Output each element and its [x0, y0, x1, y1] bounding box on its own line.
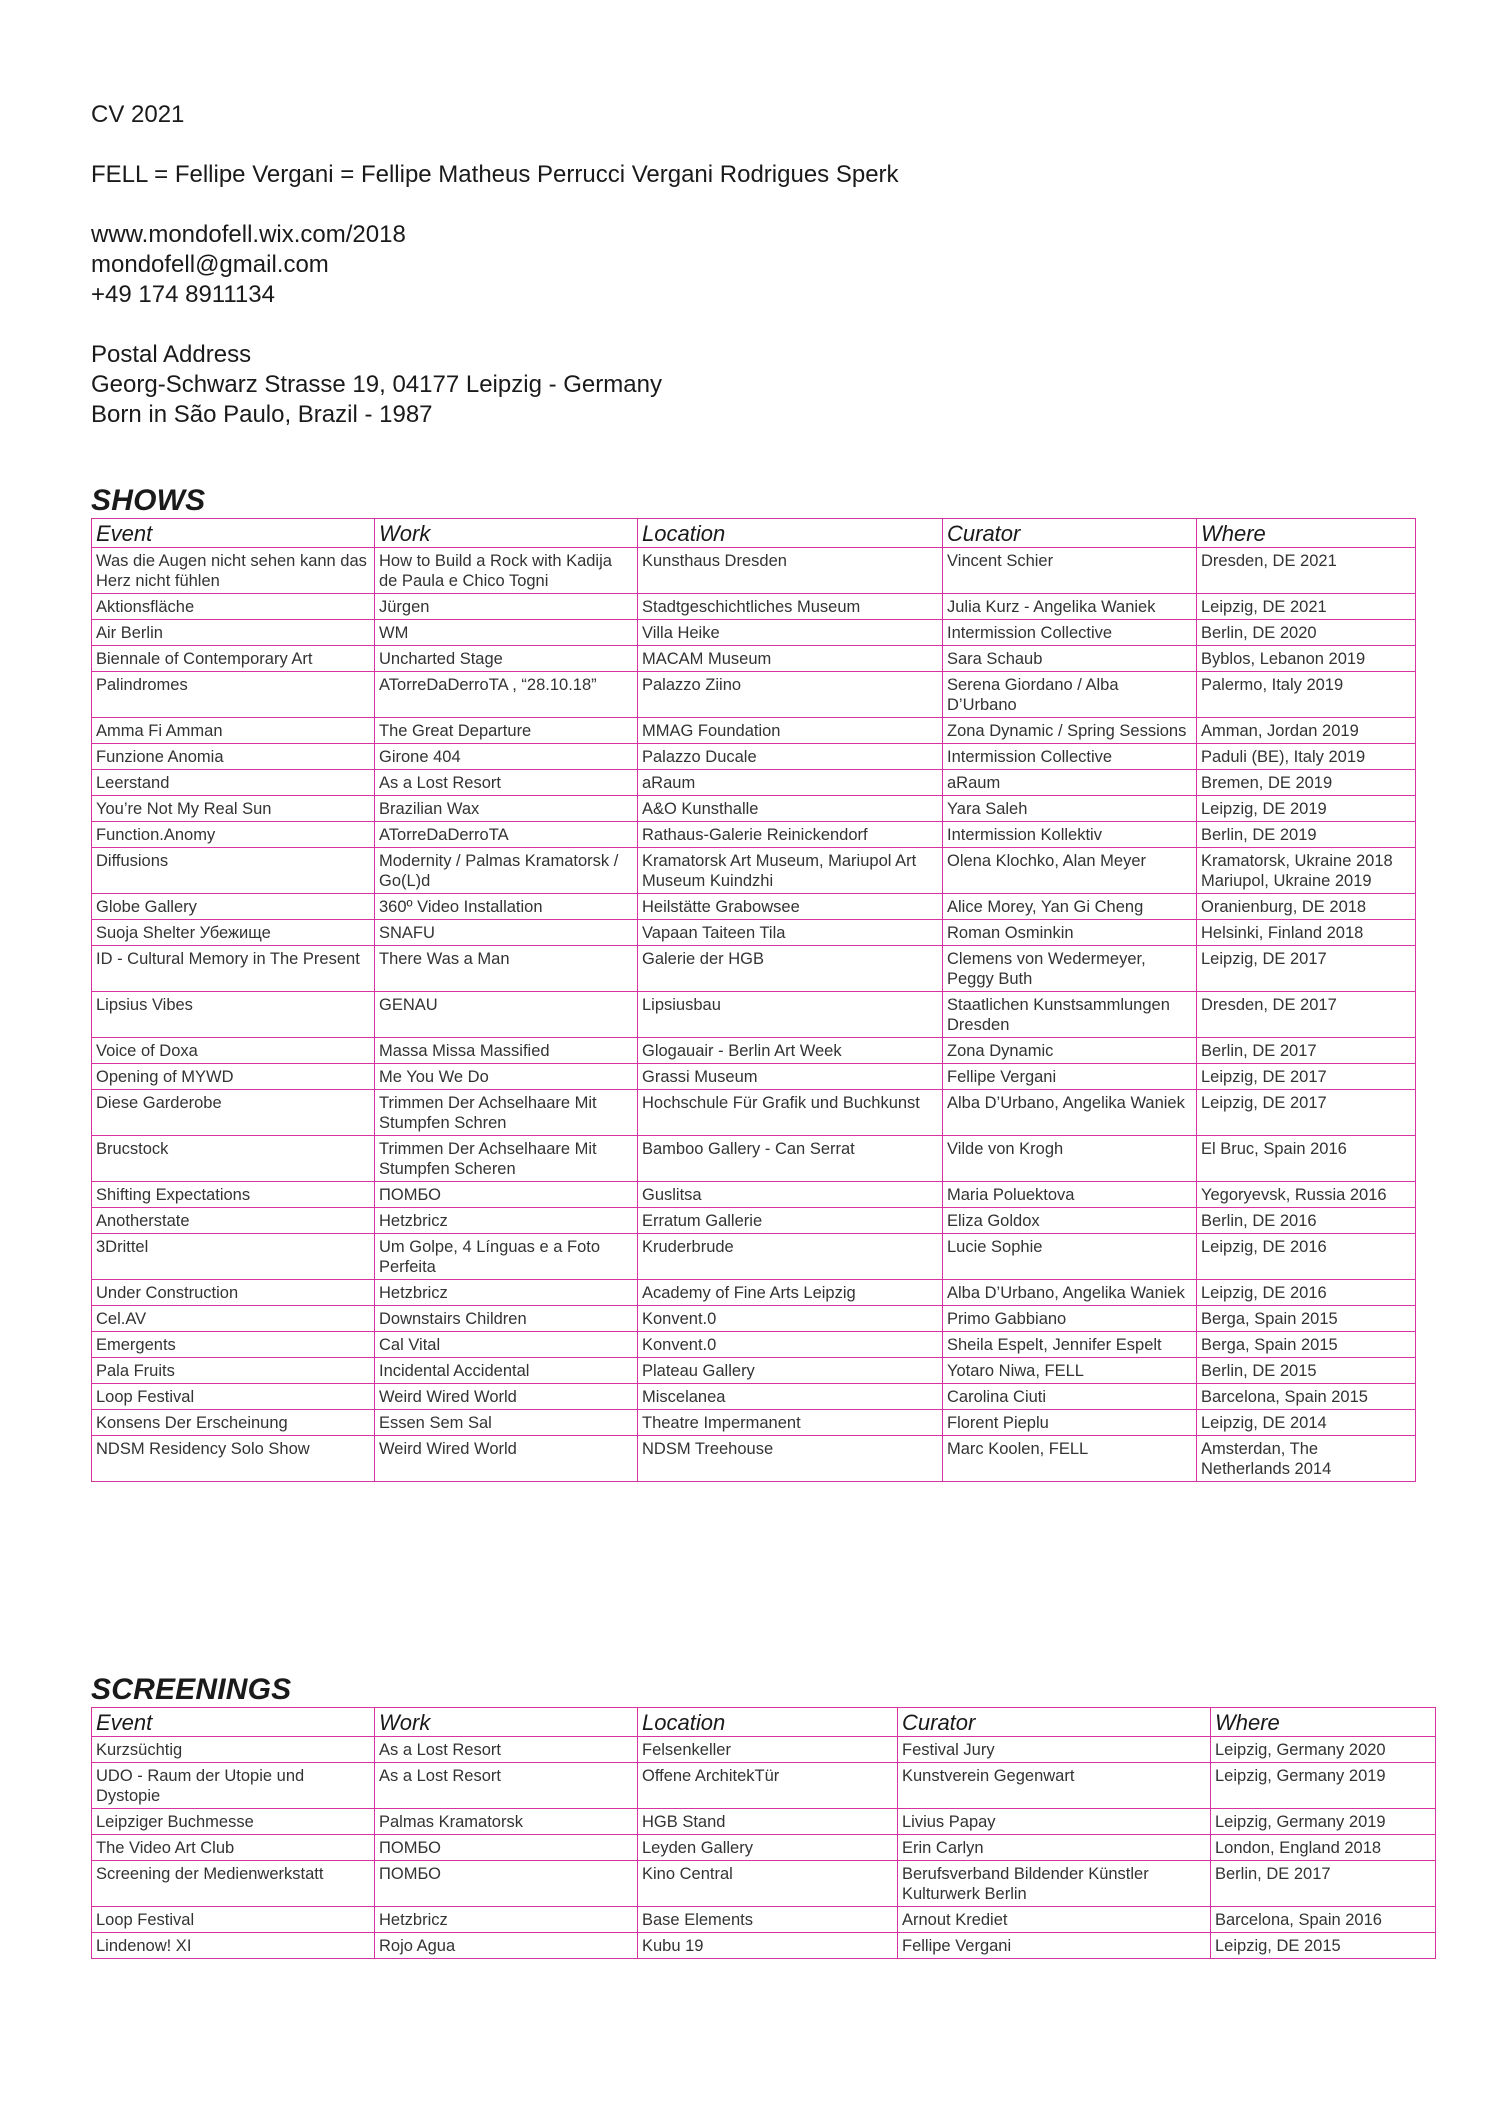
cell-curator: Intermission Collective — [943, 620, 1197, 646]
cell-where: Leipzig, DE 2017 — [1197, 946, 1416, 992]
cell-event: Suoja Shelter Убежище — [92, 920, 375, 946]
cell-curator: Intermission Collective — [943, 744, 1197, 770]
cell-event: Emergents — [92, 1332, 375, 1358]
cell-location: Villa Heike — [638, 620, 943, 646]
table-row — [92, 594, 1416, 620]
cell-event: Amma Fi Amman — [92, 718, 375, 744]
cell-where: Oranienburg, DE 2018 — [1197, 894, 1416, 920]
table-row — [92, 1182, 1416, 1208]
cell-curator: Yara Saleh — [943, 796, 1197, 822]
table-row — [92, 1861, 1436, 1907]
column-header-event: Event — [92, 519, 375, 548]
cell-work: Jürgen — [375, 594, 638, 620]
cell-curator: Carolina Ciuti — [943, 1384, 1197, 1410]
table-row — [92, 1737, 1436, 1763]
table-row — [92, 894, 1416, 920]
table-row — [92, 1234, 1416, 1280]
cell-curator: Vilde von Krogh — [943, 1136, 1197, 1182]
cell-curator: Intermission Kollektiv — [943, 822, 1197, 848]
table-row — [92, 920, 1416, 946]
postal-address: Georg-Schwarz Strasse 19, 04177 Leipzig - Germany — [91, 371, 662, 398]
cell-event: NDSM Residency Solo Show — [92, 1436, 375, 1482]
cell-location: MMAG Foundation — [638, 718, 943, 744]
cell-curator: Arnout Krediet — [898, 1907, 1211, 1933]
cell-event: Palindromes — [92, 672, 375, 718]
cell-location: Kramatorsk Art Museum, Mariupol Art Museum Kuindzhi — [638, 848, 943, 894]
cell-curator: Zona Dynamic / Spring Sessions — [943, 718, 1197, 744]
cell-event: Function.Anomy — [92, 822, 375, 848]
cell-work: There Was a Man — [375, 946, 638, 992]
cell-where: Barcelona, Spain 2015 — [1197, 1384, 1416, 1410]
cell-event: Diese Garderobe — [92, 1090, 375, 1136]
table-row — [92, 946, 1416, 992]
cell-event: Globe Gallery — [92, 894, 375, 920]
column-header-curator: Curator — [943, 519, 1197, 548]
table-row — [92, 1835, 1436, 1861]
table-row — [92, 770, 1416, 796]
cell-work: Modernity / Palmas Kramatorsk / Go(L)d — [375, 848, 638, 894]
cell-work: WM — [375, 620, 638, 646]
table-row — [92, 1136, 1416, 1182]
cell-curator: Roman Osminkin — [943, 920, 1197, 946]
cell-location: HGB Stand — [638, 1809, 898, 1835]
cell-event: Under Construction — [92, 1280, 375, 1306]
cell-location: Bamboo Gallery - Can Serrat — [638, 1136, 943, 1182]
cell-work: Massa Missa Massified — [375, 1038, 638, 1064]
cell-work: Hetzbricz — [375, 1907, 638, 1933]
cell-where: London, England 2018 — [1211, 1835, 1436, 1861]
cell-where: Dresden, DE 2021 — [1197, 548, 1416, 594]
cell-location: Rathaus-Galerie Reinickendorf — [638, 822, 943, 848]
cell-event: Cel.AV — [92, 1306, 375, 1332]
cell-event: Lindenow! XI — [92, 1933, 375, 1959]
cell-location: Vapaan Taiteen Tila — [638, 920, 943, 946]
table-row — [92, 1809, 1436, 1835]
table-row — [92, 1208, 1416, 1234]
column-header-curator: Curator — [898, 1708, 1211, 1737]
cell-location: Plateau Gallery — [638, 1358, 943, 1384]
cell-where: Berlin, DE 2015 — [1197, 1358, 1416, 1384]
cell-where: Helsinki, Finland 2018 — [1197, 920, 1416, 946]
artist-name: FELL = Fellipe Vergani = Fellipe Matheus Perrucci Vergani Rodrigues Sperk — [91, 161, 899, 188]
cell-curator: Berufsverband Bildender Künstler Kulturwerk Berlin — [898, 1861, 1211, 1907]
cell-event: Screening der Medienwerkstatt — [92, 1861, 375, 1907]
cell-where: Leipzig, DE 2015 — [1211, 1933, 1436, 1959]
cell-event: Diffusions — [92, 848, 375, 894]
cell-event: Biennale of Contemporary Art — [92, 646, 375, 672]
cell-event: Funzione Anomia — [92, 744, 375, 770]
cell-work: Cal Vital — [375, 1332, 638, 1358]
cell-work: As a Lost Resort — [375, 770, 638, 796]
cell-curator: Maria Poluektova — [943, 1182, 1197, 1208]
cell-where: Amsterdan, The Netherlands 2014 — [1197, 1436, 1416, 1482]
cell-work: Um Golpe, 4 Línguas e a Foto Perfeita — [375, 1234, 638, 1280]
cell-where: Berlin, DE 2016 — [1197, 1208, 1416, 1234]
cell-where: Leipzig, Germany 2019 — [1211, 1763, 1436, 1809]
cell-work: Me You We Do — [375, 1064, 638, 1090]
cell-location: Konvent.0 — [638, 1306, 943, 1332]
cell-location: Palazzo Ziino — [638, 672, 943, 718]
cell-location: Offene ArchitekTür — [638, 1763, 898, 1809]
cell-event: Lipsius Vibes — [92, 992, 375, 1038]
column-header-location: Location — [638, 519, 943, 548]
cell-curator: Vincent Schier — [943, 548, 1197, 594]
table-row — [92, 1090, 1416, 1136]
cell-location: A&O Kunsthalle — [638, 796, 943, 822]
column-header-work: Work — [375, 519, 638, 548]
cell-location: MACAM Museum — [638, 646, 943, 672]
cell-curator: Olena Klochko, Alan Meyer — [943, 848, 1197, 894]
cell-where: Leipzig, DE 2016 — [1197, 1280, 1416, 1306]
cell-event: Anotherstate — [92, 1208, 375, 1234]
table-row — [92, 718, 1416, 744]
cell-work: Girone 404 — [375, 744, 638, 770]
column-header-work: Work — [375, 1708, 638, 1737]
cell-work: Brazilian Wax — [375, 796, 638, 822]
cell-where: Leipzig, DE 2021 — [1197, 594, 1416, 620]
cell-work: 360º Video Installation — [375, 894, 638, 920]
cell-location: Stadtgeschichtliches Museum — [638, 594, 943, 620]
table-row — [92, 848, 1416, 894]
shows-title: SHOWS — [91, 484, 206, 517]
cell-curator: Sheila Espelt, Jennifer Espelt — [943, 1332, 1197, 1358]
cell-location: Grassi Museum — [638, 1064, 943, 1090]
table-row — [92, 620, 1416, 646]
cell-event: UDO - Raum der Utopie und Dystopie — [92, 1763, 375, 1809]
table-row — [92, 1410, 1416, 1436]
cell-curator: Alba D’Urbano, Angelika Waniek — [943, 1280, 1197, 1306]
cell-curator: Erin Carlyn — [898, 1835, 1211, 1861]
cell-event: You’re Not My Real Sun — [92, 796, 375, 822]
shows-table — [91, 518, 1416, 1482]
cell-location: Kunsthaus Dresden — [638, 548, 943, 594]
cell-location: Galerie der HGB — [638, 946, 943, 992]
cell-curator: Alba D’Urbano, Angelika Waniek — [943, 1090, 1197, 1136]
column-header-location: Location — [638, 1708, 898, 1737]
cell-work: SNAFU — [375, 920, 638, 946]
cell-work: Incidental Accidental — [375, 1358, 638, 1384]
cell-location: Hochschule Für Grafik und Buchkunst — [638, 1090, 943, 1136]
cell-location: Lipsiusbau — [638, 992, 943, 1038]
cell-where: Amman, Jordan 2019 — [1197, 718, 1416, 744]
cell-event: ID - Cultural Memory in The Present — [92, 946, 375, 992]
cell-event: Loop Festival — [92, 1907, 375, 1933]
cell-location: Konvent.0 — [638, 1332, 943, 1358]
phone-number: +49 174 8911134 — [91, 281, 275, 308]
cell-curator: Fellipe Vergani — [898, 1933, 1211, 1959]
table-row — [92, 1384, 1416, 1410]
cell-where: Berga, Spain 2015 — [1197, 1306, 1416, 1332]
cell-event: Pala Fruits — [92, 1358, 375, 1384]
column-header-event: Event — [92, 1708, 375, 1737]
cell-event: Air Berlin — [92, 620, 375, 646]
cell-location: Heilstätte Grabowsee — [638, 894, 943, 920]
table-row — [92, 672, 1416, 718]
cell-work: ATorreDaDerroTA , “28.10.18” — [375, 672, 638, 718]
cell-work: Hetzbricz — [375, 1208, 638, 1234]
cell-location: Miscelanea — [638, 1384, 943, 1410]
cell-location: Guslitsa — [638, 1182, 943, 1208]
cell-curator: Clemens von Wedermeyer, Peggy Buth — [943, 946, 1197, 992]
cell-event: Aktionsfläche — [92, 594, 375, 620]
cell-curator: Festival Jury — [898, 1737, 1211, 1763]
table-row — [92, 1306, 1416, 1332]
cell-location: Academy of Fine Arts Leipzig — [638, 1280, 943, 1306]
table-row — [92, 1358, 1416, 1384]
cell-where: Byblos, Lebanon 2019 — [1197, 646, 1416, 672]
cell-location: Leyden Gallery — [638, 1835, 898, 1861]
cell-work: Uncharted Stage — [375, 646, 638, 672]
cell-where: Leipzig, DE 2014 — [1197, 1410, 1416, 1436]
cell-where: Yegoryevsk, Russia 2016 — [1197, 1182, 1416, 1208]
cell-work: Essen Sem Sal — [375, 1410, 638, 1436]
birth-info: Born in São Paulo, Brazil - 1987 — [91, 401, 433, 428]
cell-where: Berlin, DE 2020 — [1197, 620, 1416, 646]
table-row — [92, 744, 1416, 770]
cell-curator: Alice Morey, Yan Gi Cheng — [943, 894, 1197, 920]
cell-work: ATorreDaDerroTA — [375, 822, 638, 848]
table-row — [92, 646, 1416, 672]
table-row — [92, 796, 1416, 822]
column-header-where: Where — [1211, 1708, 1436, 1737]
cell-curator: Yotaro Niwa, FELL — [943, 1358, 1197, 1384]
table-row — [92, 1907, 1436, 1933]
cell-location: NDSM Treehouse — [638, 1436, 943, 1482]
table-row — [92, 548, 1416, 594]
cell-curator: Julia Kurz - Angelika Waniek — [943, 594, 1197, 620]
cell-event: Opening of MYWD — [92, 1064, 375, 1090]
screenings-title: SCREENINGS — [91, 1673, 292, 1706]
cell-curator: Sara Schaub — [943, 646, 1197, 672]
cell-location: Palazzo Ducale — [638, 744, 943, 770]
cell-work: Trimmen Der Achselhaare Mit Stumpfen Schren — [375, 1090, 638, 1136]
cell-curator: Staatlichen Kunstsammlungen Dresden — [943, 992, 1197, 1038]
cell-work: Trimmen Der Achselhaare Mit Stumpfen Scheren — [375, 1136, 638, 1182]
cell-curator: Serena Giordano / Alba D’Urbano — [943, 672, 1197, 718]
table-row — [92, 992, 1416, 1038]
cell-curator: Zona Dynamic — [943, 1038, 1197, 1064]
cell-where: Leipzig, DE 2017 — [1197, 1064, 1416, 1090]
cv-header — [91, 100, 1191, 430]
cell-location: Kruderbrude — [638, 1234, 943, 1280]
table-row — [92, 1763, 1436, 1809]
column-header-where: Where — [1197, 519, 1416, 548]
cell-work: Rojo Agua — [375, 1933, 638, 1959]
table-row — [92, 822, 1416, 848]
cell-curator: aRaum — [943, 770, 1197, 796]
cell-where: Berga, Spain 2015 — [1197, 1332, 1416, 1358]
cell-event: Loop Festival — [92, 1384, 375, 1410]
cell-work: ПОМБО — [375, 1835, 638, 1861]
postal-address-label: Postal Address — [91, 341, 252, 368]
cell-where: Bremen, DE 2019 — [1197, 770, 1416, 796]
cell-curator: Marc Koolen, FELL — [943, 1436, 1197, 1482]
cell-where: Berlin, DE 2017 — [1211, 1861, 1436, 1907]
cell-where: Kramatorsk, Ukraine 2018 Mariupol, Ukraine 2019 — [1197, 848, 1416, 894]
cell-event: Konsens Der Erscheinung — [92, 1410, 375, 1436]
cell-work: Weird Wired World — [375, 1384, 638, 1410]
cell-work: Downstairs Children — [375, 1306, 638, 1332]
cell-work: As a Lost Resort — [375, 1763, 638, 1809]
cell-curator: Livius Papay — [898, 1809, 1211, 1835]
cell-event: Voice of Doxa — [92, 1038, 375, 1064]
cell-work: Weird Wired World — [375, 1436, 638, 1482]
table-row — [92, 1038, 1416, 1064]
cell-location: Erratum Gallerie — [638, 1208, 943, 1234]
cell-curator: Florent Pieplu — [943, 1410, 1197, 1436]
table-row — [92, 1280, 1416, 1306]
table-row — [92, 1436, 1416, 1482]
email-link[interactable]: mondofell@gmail.com — [91, 251, 329, 278]
shows-header-row — [92, 519, 1416, 548]
cell-where: Leipzig, Germany 2019 — [1211, 1809, 1436, 1835]
cell-work: ПОМБО — [375, 1182, 638, 1208]
cell-location: aRaum — [638, 770, 943, 796]
cell-where: Barcelona, Spain 2016 — [1211, 1907, 1436, 1933]
cell-work: As a Lost Resort — [375, 1737, 638, 1763]
cell-event: Was die Augen nicht sehen kann das Herz nicht fühlen — [92, 548, 375, 594]
cell-work: The Great Departure — [375, 718, 638, 744]
cell-location: Base Elements — [638, 1907, 898, 1933]
cell-where: El Bruc, Spain 2016 — [1197, 1136, 1416, 1182]
cell-where: Dresden, DE 2017 — [1197, 992, 1416, 1038]
cell-location: Kino Central — [638, 1861, 898, 1907]
screenings-header-row — [92, 1708, 1436, 1737]
cell-work: Palmas Kramatorsk — [375, 1809, 638, 1835]
cv-title: CV 2021 — [91, 101, 185, 128]
cell-location: Theatre Impermanent — [638, 1410, 943, 1436]
cell-where: Leipzig, DE 2017 — [1197, 1090, 1416, 1136]
website-link[interactable]: www.mondofell.wix.com/2018 — [91, 221, 406, 248]
table-row — [92, 1933, 1436, 1959]
cell-event: 3Drittel — [92, 1234, 375, 1280]
cell-curator: Fellipe Vergani — [943, 1064, 1197, 1090]
cell-curator: Kunstverein Gegenwart — [898, 1763, 1211, 1809]
table-row — [92, 1332, 1416, 1358]
screenings-table — [91, 1707, 1436, 1959]
cell-work: GENAU — [375, 992, 638, 1038]
cell-event: Leipziger Buchmesse — [92, 1809, 375, 1835]
cell-curator: Lucie Sophie — [943, 1234, 1197, 1280]
cell-where: Berlin, DE 2019 — [1197, 822, 1416, 848]
cell-event: The Video Art Club — [92, 1835, 375, 1861]
cell-event: Kurzsüchtig — [92, 1737, 375, 1763]
cell-event: Shifting Expectations — [92, 1182, 375, 1208]
cell-where: Berlin, DE 2017 — [1197, 1038, 1416, 1064]
cell-location: Felsenkeller — [638, 1737, 898, 1763]
cell-curator: Eliza Goldox — [943, 1208, 1197, 1234]
cell-where: Leipzig, Germany 2020 — [1211, 1737, 1436, 1763]
cell-where: Paduli (BE), Italy 2019 — [1197, 744, 1416, 770]
cell-where: Leipzig, DE 2016 — [1197, 1234, 1416, 1280]
cell-curator: Primo Gabbiano — [943, 1306, 1197, 1332]
cell-work: ПОМБО — [375, 1861, 638, 1907]
cell-where: Palermo, Italy 2019 — [1197, 672, 1416, 718]
cell-work: How to Build a Rock with Kadija de Paula e Chico Togni — [375, 548, 638, 594]
cell-where: Leipzig, DE 2019 — [1197, 796, 1416, 822]
cell-location: Kubu 19 — [638, 1933, 898, 1959]
cell-event: Brucstock — [92, 1136, 375, 1182]
cell-location: Glogauair - Berlin Art Week — [638, 1038, 943, 1064]
table-row — [92, 1064, 1416, 1090]
cell-work: Hetzbricz — [375, 1280, 638, 1306]
cell-event: Leerstand — [92, 770, 375, 796]
